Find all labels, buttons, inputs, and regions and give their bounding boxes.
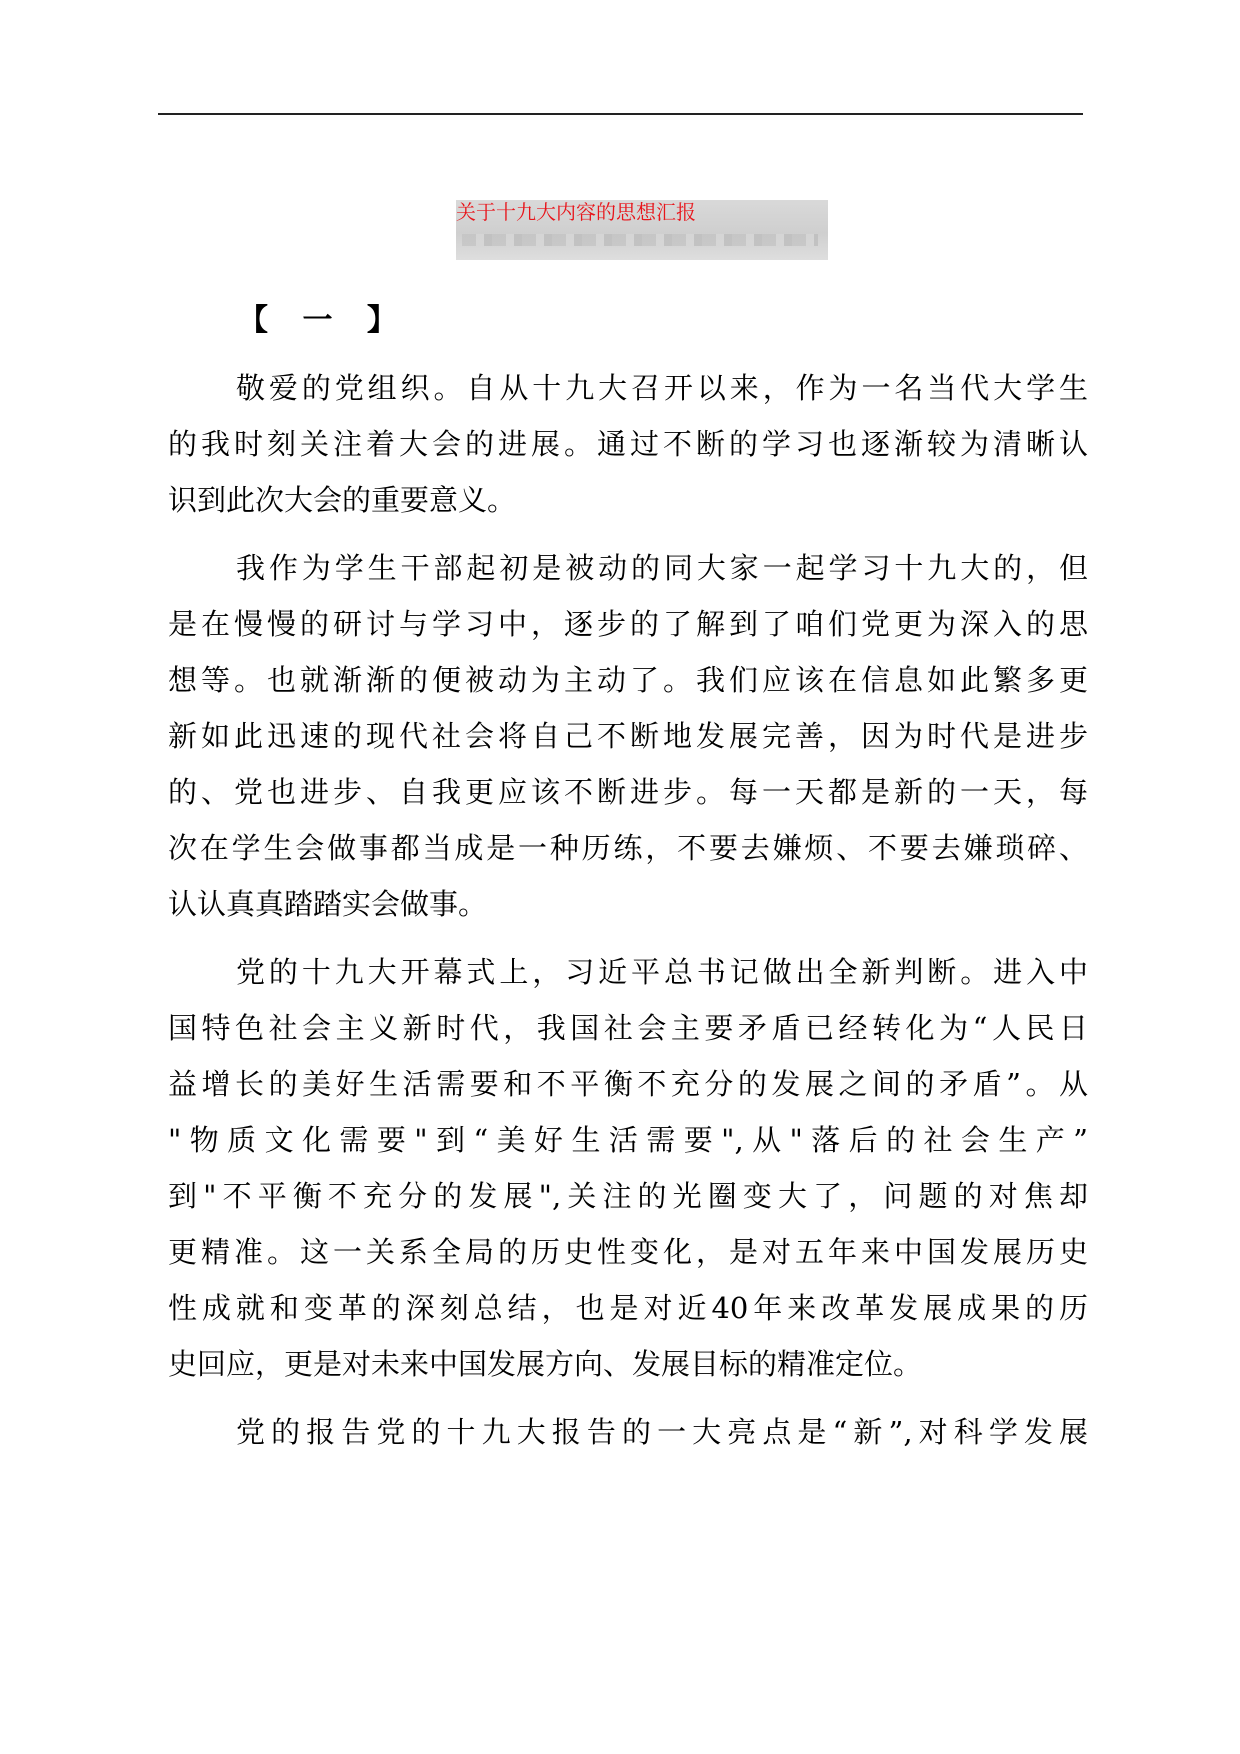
text-line: 党的十九大开幕式上，习近平总书记做出全新判断。进入中 — [236, 955, 1088, 989]
text-line: 我作为学生干部起初是被动的同大家一起学习十九大的，但 — [236, 551, 1088, 585]
text-line: "物质文化需要"到“美好生活需要",从"落后的社会生产” — [168, 1123, 1088, 1157]
document-title: 关于十九大内容的思想汇报 — [456, 200, 696, 224]
paragraph — [168, 1404, 1088, 1460]
text-line: 更精准。这一关系全局的历史性变化，是对五年来中国发展历史 — [168, 1235, 1088, 1269]
text-line: 新如此迅速的现代社会将自己不断地发展完善，因为时代是进步 — [168, 719, 1088, 753]
text-line: 的、党也进步、自我更应该不断进步。每一天都是新的一天，每 — [168, 775, 1088, 809]
text-line: 党的报告党的十九大报告的一大亮点是“新”,对科学发展 — [236, 1415, 1088, 1449]
text-line: 史回应，更是对未来中国发展方向、发展目标的精准定位。 — [168, 1347, 923, 1381]
paragraph — [168, 360, 1088, 528]
text-line: 到"不平衡不充分的发展",关注的光圈变大了，问题的对焦却 — [168, 1179, 1088, 1213]
paragraph — [168, 540, 1088, 932]
text-line: 是在慢慢的研讨与学习中，逐步的了解到了咱们党更为深入的思 — [168, 607, 1088, 641]
text-line: 想等。也就渐渐的便被动为主动了。我们应该在信息如此繁多更 — [168, 663, 1088, 697]
document-body — [168, 360, 1088, 1472]
text-line: 的我时刻关注着大会的进展。通过不断的学习也逐渐较为清晰认 — [168, 427, 1088, 461]
text-line: 认认真真踏踏实会做事。 — [168, 887, 488, 921]
paragraph — [168, 944, 1088, 1392]
text-line: 识到此次大会的重要意义。 — [168, 483, 517, 517]
text-line: 性成就和变革的深刻总结，也是对近40年来改革发展成果的历 — [168, 1291, 1088, 1325]
title-banner — [456, 200, 828, 260]
header-rule — [158, 113, 1083, 115]
text-line: 益增长的美好生活需要和不平衡不充分的发展之间的矛盾”。从 — [168, 1067, 1088, 1101]
section-heading: 【 一 】 — [238, 303, 409, 338]
text-line: 国特色社会主义新时代，我国社会主要矛盾已经转化为“人民日 — [168, 1011, 1088, 1045]
text-line: 敬爱的党组织。自从十九大召开以来，作为一名当代大学生 — [236, 371, 1088, 405]
banner-blur-decoration — [462, 234, 818, 246]
text-line: 次在学生会做事都当成是一种历练，不要去嫌烦、不要去嫌琐碎、 — [168, 831, 1088, 865]
